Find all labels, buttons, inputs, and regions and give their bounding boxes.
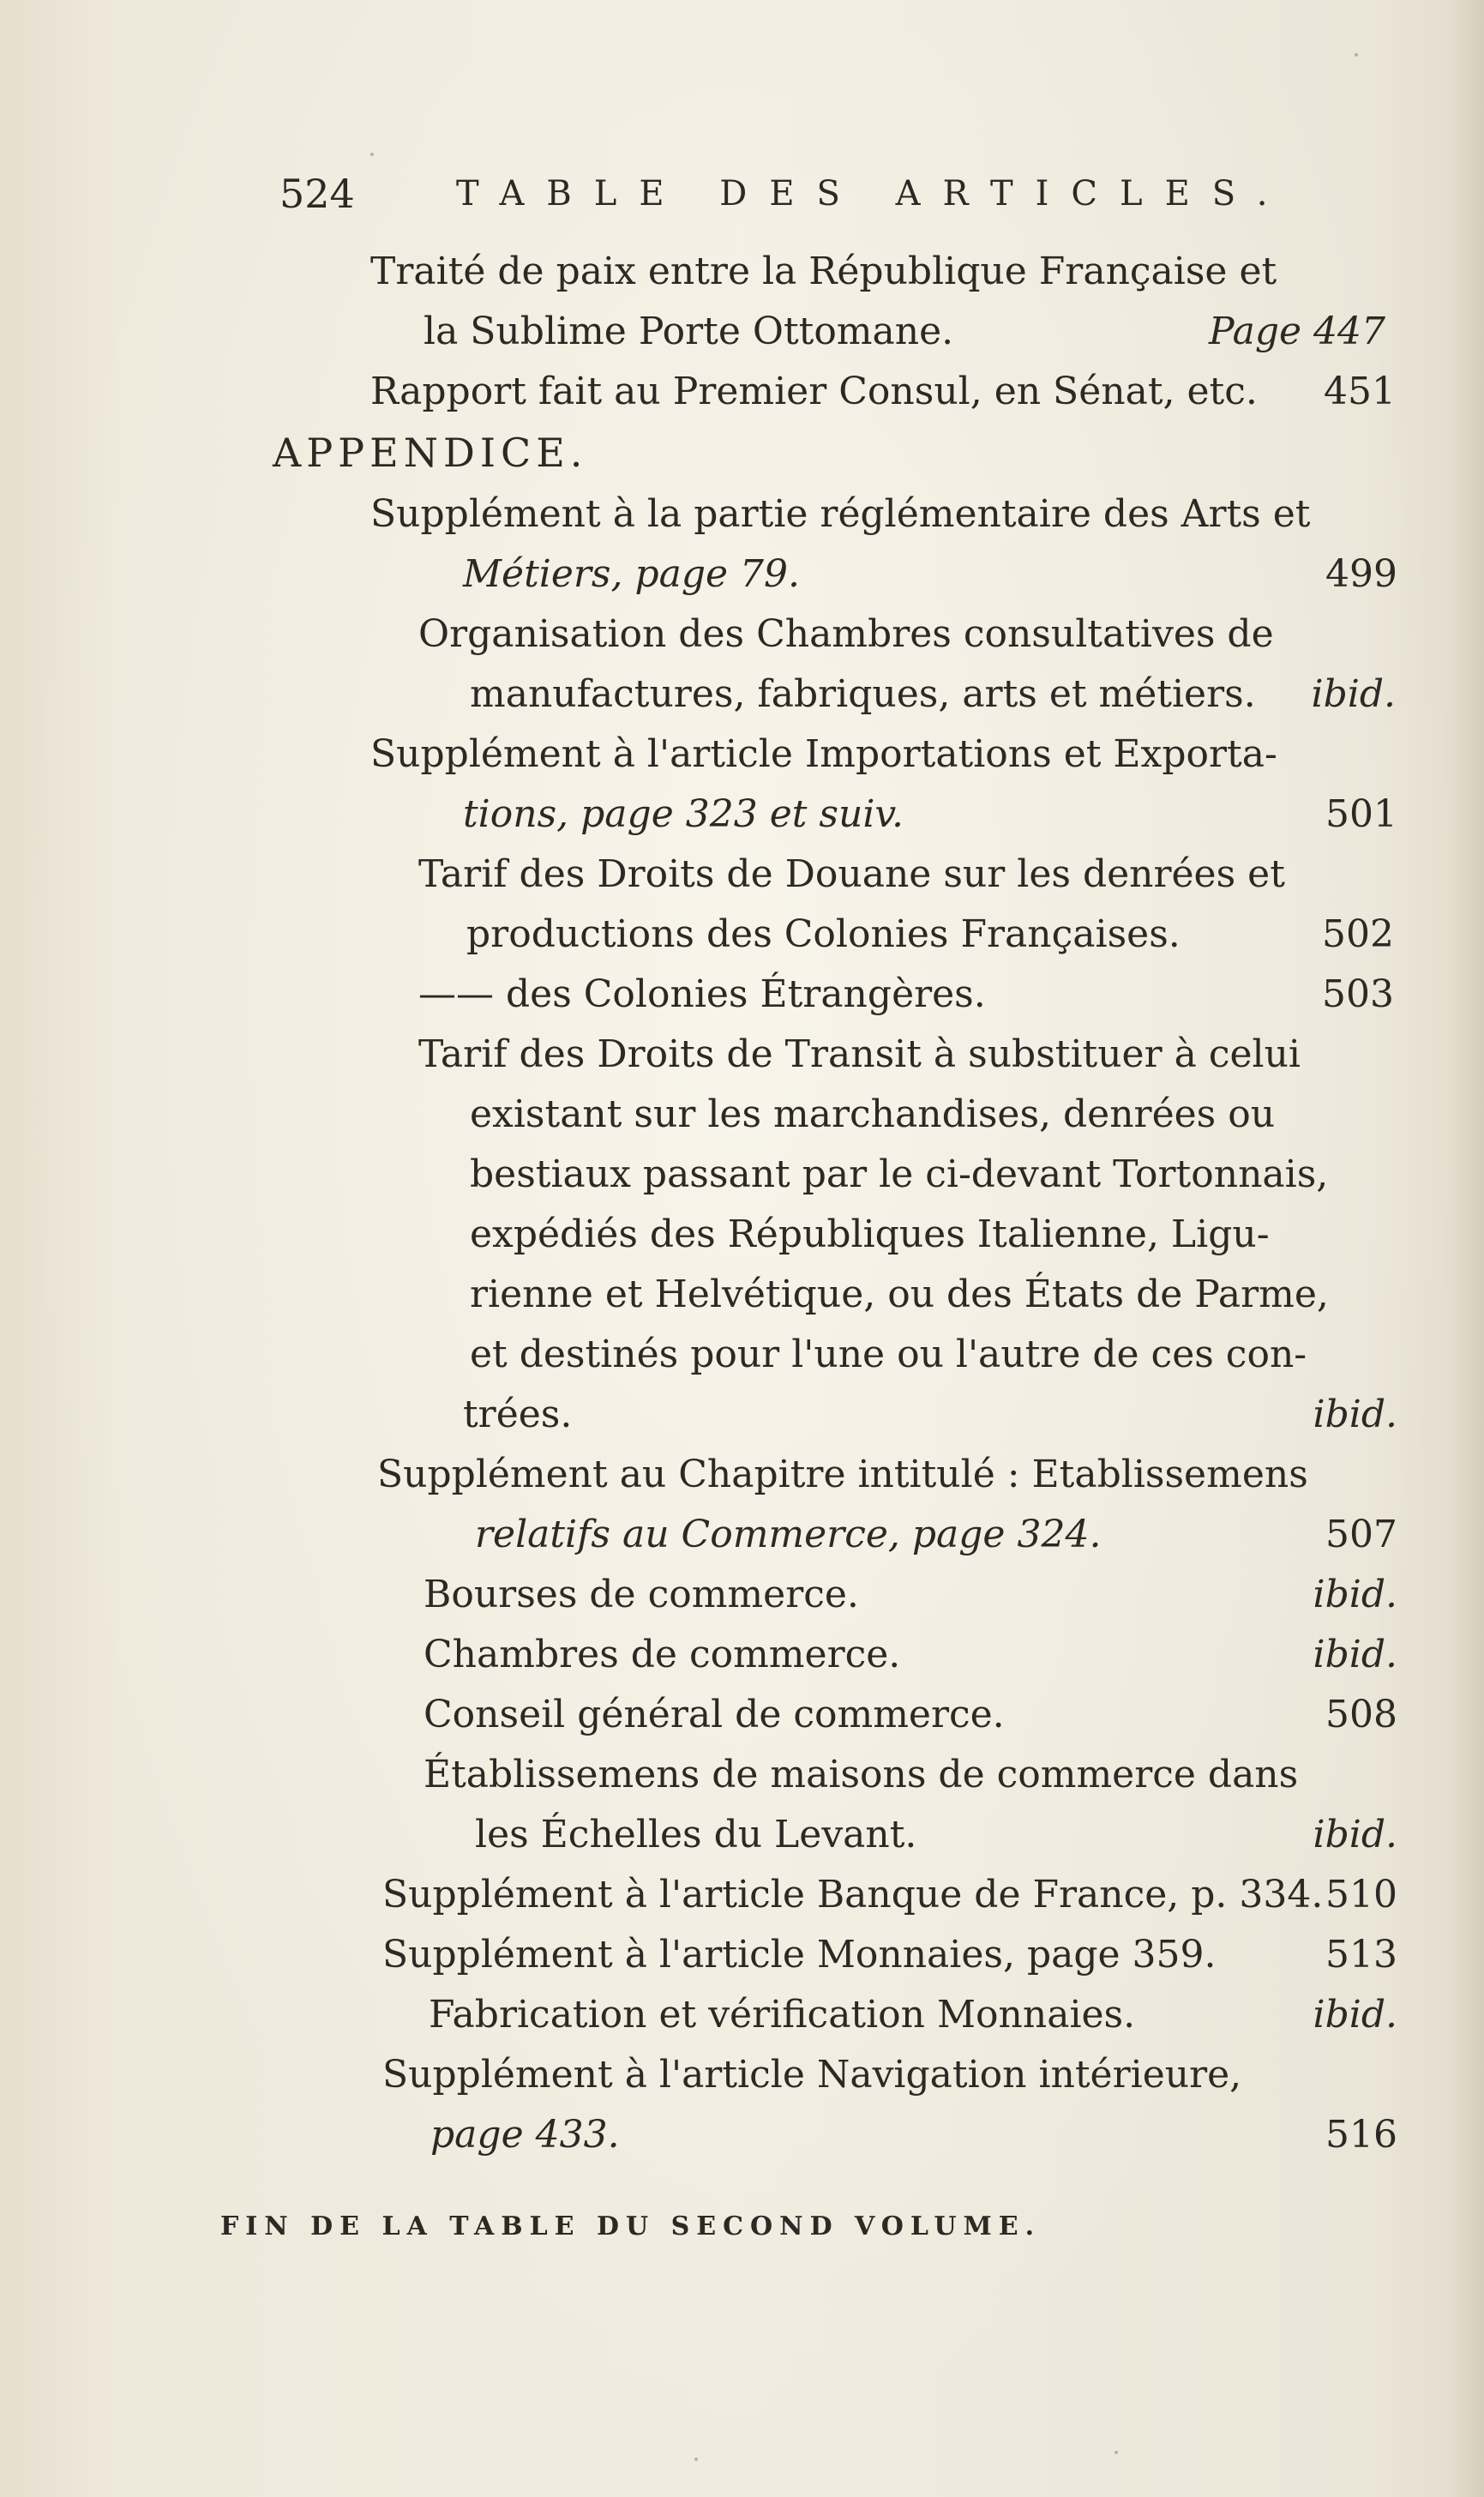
page-number: 524 <box>279 171 355 217</box>
toc-entry-text: rienne et Helvétique, ou des États de Parme, <box>470 1273 1329 1316</box>
page-header <box>279 168 1290 220</box>
end-of-volume-note <box>0 2205 1484 2248</box>
toc-entry-page: 451 <box>1324 370 1396 413</box>
toc-entry-text: Supplément à l'article Banque de France, p. 334. <box>382 1873 1324 1916</box>
toc-entry-page: ibid. <box>1313 1993 1397 2037</box>
paper-speck <box>1115 2451 1118 2454</box>
toc-entry-page: 503 <box>1322 972 1394 1016</box>
toc-entry-text: Bourses de commerce. <box>424 1573 859 1616</box>
toc-entry-text: les Échelles du Levant. <box>475 1813 917 1856</box>
toc-entry-page: ibid. <box>1313 1573 1397 1616</box>
toc-entry-text: bestiaux passant par le ci-devant Tortonnais, <box>470 1152 1329 1196</box>
toc-entry-page: 499 <box>1325 552 1397 596</box>
toc-entry-text: manufactures, fabriques, arts et métiers. <box>470 672 1256 716</box>
toc-entry-page: ibid. <box>1311 672 1396 716</box>
toc-entry-text: Métiers, page 79. <box>463 552 801 596</box>
toc-entry-page: 501 <box>1325 792 1397 836</box>
toc-entry-text: et destinés pour l'une ou l'autre de ces con- <box>470 1333 1307 1376</box>
toc-entry-text: Tarif des Droits de Transit à substituer à celui <box>418 1032 1301 1076</box>
section-heading: APPENDICE. <box>273 430 588 476</box>
toc-entry-text: Rapport fait au Premier Consul, en Sénat, etc. <box>370 370 1258 413</box>
toc-entry-page: 507 <box>1325 1513 1397 1556</box>
toc-entry-text: Organisation des Chambres consultatives de <box>418 612 1274 656</box>
toc-entry-text: Établissemens de maisons de commerce dans <box>424 1753 1299 1796</box>
toc-entry-text: Traité de paix entre la République Française et <box>370 250 1277 293</box>
toc-entry-text: Tarif des Droits de Douane sur les denrées et <box>418 852 1285 896</box>
toc-entry-page: Page 447 <box>1208 310 1385 353</box>
toc-entry-text: Supplément à la partie réglémentaire des Arts et <box>370 492 1311 536</box>
toc-entry-page: ibid. <box>1313 1813 1397 1856</box>
running-title: TABLE DES ARTICLES. <box>456 174 1290 214</box>
paper-speck <box>1355 53 1358 57</box>
toc-entry-text: Fabrication et vérification Monnaies. <box>429 1993 1136 2037</box>
toc-entry-text: relatifs au Commerce, page 324. <box>475 1513 1102 1556</box>
toc-entry-text: la Sublime Porte Ottomane. <box>424 310 954 353</box>
toc-entry-text: page 433. <box>430 2113 620 2157</box>
paper-speck <box>370 153 374 156</box>
toc-entry-text: expédiés des Républiques Italienne, Ligu- <box>470 1212 1270 1256</box>
toc-entry-text: Chambres de commerce. <box>424 1633 901 1676</box>
toc-entry-page: 502 <box>1322 912 1394 956</box>
toc-entry-text: Supplément à l'article Importations et Exporta- <box>370 732 1277 776</box>
toc-entry-page: 516 <box>1325 2113 1397 2157</box>
toc-entry-text: trées. <box>463 1393 573 1436</box>
toc-entry-text: existant sur les marchandises, denrées ou <box>470 1092 1276 1136</box>
paper-speck <box>694 2458 698 2461</box>
toc-entry-text: tions, page 323 et suiv. <box>463 792 904 836</box>
toc-entry-page: 508 <box>1325 1693 1397 1736</box>
toc-entry-page: 513 <box>1325 1933 1397 1977</box>
toc-entry-text: —— des Colonies Étrangères. <box>418 972 986 1016</box>
toc-entry-text: Conseil général de commerce. <box>424 1693 1005 1736</box>
toc-entry-text: Supplément à l'article Navigation intérieure, <box>382 2053 1242 2097</box>
toc-entry-text: Supplément au Chapitre intitulé : Etablissemens <box>377 1453 1308 1496</box>
toc-entry-page: ibid. <box>1313 1393 1397 1436</box>
toc-entry-page: ibid. <box>1313 1633 1397 1676</box>
toc-entry-text: productions des Colonies Françaises. <box>466 912 1181 956</box>
page-edge-shadow <box>1450 0 1484 2497</box>
footer-text: FIN DE LA TABLE DU SECOND VOLUME. <box>219 2211 1042 2241</box>
toc-entry-page: 510 <box>1325 1873 1397 1916</box>
toc-entry-text: Supplément à l'article Monnaies, page 359. <box>382 1933 1217 1977</box>
